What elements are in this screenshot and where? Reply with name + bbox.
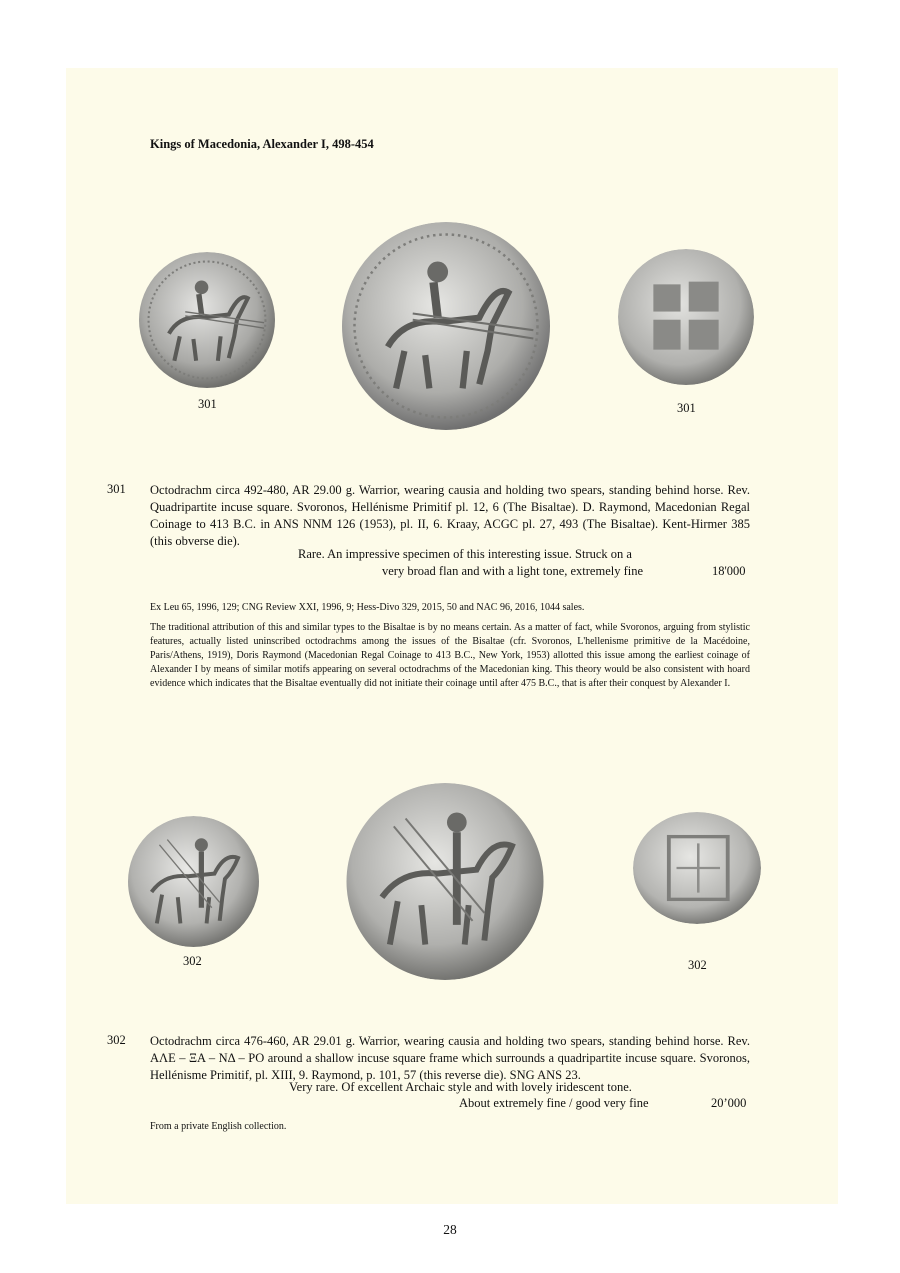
lot-301-provenance: Ex Leu 65, 1996, 129; CNG Review XXI, 1996, 9; Hess-Divo 329, 2015, 50 and NAC 96, 2016, 1044 sales.: [150, 602, 585, 613]
lot-301-estimate: 18'000: [712, 564, 746, 578]
lot-301-grade-line1: Rare. An impressive specimen of this interesting issue. Struck on a: [298, 547, 632, 561]
coin-302-reverse: [633, 812, 761, 924]
coin-301-obverse-large: [341, 222, 551, 430]
page-number: 28: [443, 1222, 457, 1237]
lot-301-grade-line2: very broad flan and with a light tone, extremely fine: [382, 564, 644, 578]
coin-301-obverse-small: [137, 252, 277, 388]
lot-302-description: Octodrachm circa 476-460, AR 29.01 g. Warrior, wearing causia and holding two spears, standing behind horse. Rev. ΑΛΕ – ΞΑ – ΝΔ – ΡΟ around a shallow incuse square frame which surrounds a quadripartite incuse square. Svoronos, Hellénisme Primitif, pl. XIII, 9. Raymond, p. 101, 57 (this reverse die). SNG ANS 23.: [150, 1034, 750, 1082]
coin-301-label-right: 301: [677, 401, 696, 415]
lot-number-302: 302: [107, 1033, 126, 1047]
lot-301-note: The traditional attribution of this and similar types to the Bisaltae is by no means certain. As a matter of fact, while Svoronos, arguing from stylistic features, actually listed uninscribed octodrachms among the issues of the Bisaltae (cfr. Svoronos, L'hellenisme primitive de la Macédoine, Paris/Athens, 1919), Doris Raymond (Macedonian Regal Coinage to 413 B.C., New York, 1953) allotted this issue among the earliest coinage of Alexander I by means of similar motifs appearing on several octodrachms of the Macedonian king. This theory would be also consistent with hoard evidence which indicates that the Bisaltae eventually did not initiate their coinage until after 475 B.C., that is after their conquest by Alexander I.: [150, 622, 750, 689]
coin-302-obverse-large: [344, 783, 546, 980]
lot-302-grade-line2: About extremely fine / good very fine: [459, 1096, 649, 1110]
lot-302-provenance: From a private English collection.: [150, 1121, 287, 1132]
lot-302-estimate: 20’000: [711, 1096, 747, 1110]
lot-number-301: 301: [107, 482, 126, 496]
coin-302-label-right: 302: [688, 958, 707, 972]
lot-301-description: Octodrachm circa 492-480, AR 29.00 g. Warrior, wearing causia and holding two spears, standing behind horse. Rev. Quadripartite incuse square. Svoronos, Hellénisme Primitif pl. 12, 6 (The Bisaltae). D. Raymond, Macedonian Regal Coinage to 413 B.C. in ANS NNM 126 (1953), pl. II, 6. Kraay, ACGC pl. 27, 493 (The Bisaltae). Kent-Hirmer 385 (this obverse die).: [150, 483, 750, 548]
coin-301-reverse: [618, 249, 754, 385]
section-heading: Kings of Macedonia, Alexander I, 498-454: [150, 137, 374, 151]
coin-302-obverse-small: [127, 816, 260, 947]
lot-302-grade-line1: Very rare. Of excellent Archaic style and with lovely iridescent tone.: [289, 1080, 632, 1094]
coin-302-label-left: 302: [183, 954, 202, 968]
coin-301-label-left: 301: [198, 397, 217, 411]
